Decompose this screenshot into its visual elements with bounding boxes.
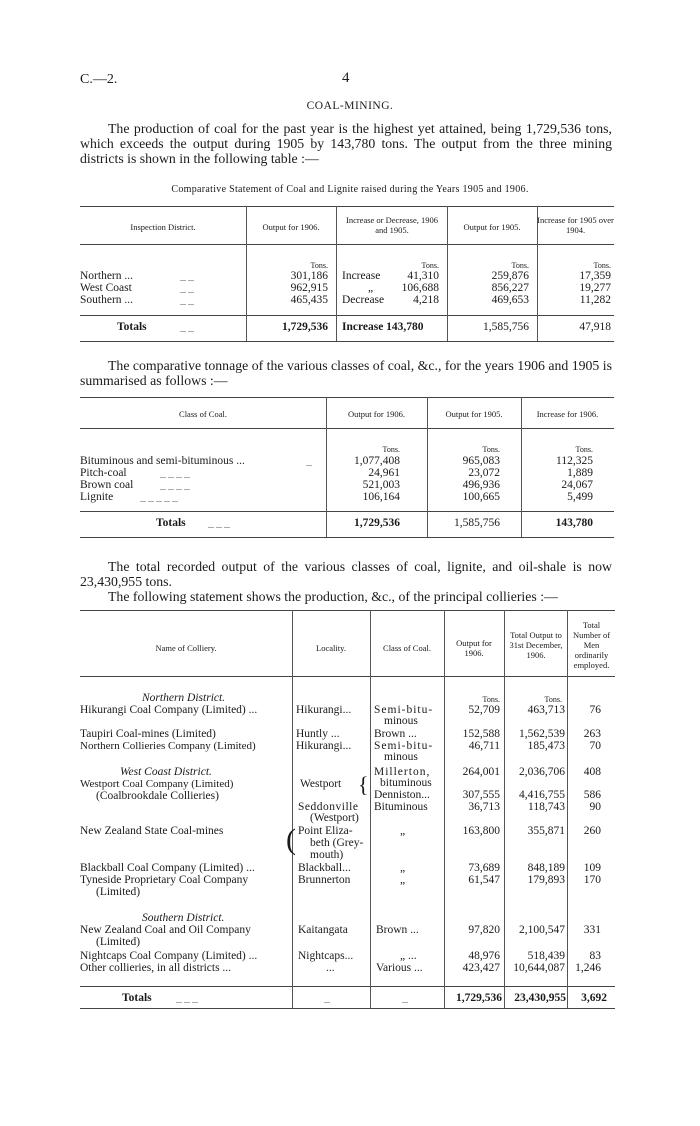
t1-header-out1905: Output for 1905. [463,222,521,232]
t3-locality: Point Eliza- [298,825,353,837]
t3-header-output: Output for 1906. [456,638,492,658]
t1-total-out1905: 1,585,756 [483,321,529,333]
t3-total-men: 3,692 [581,992,607,1004]
t3-name: Westport Coal Company (Limited) [80,778,234,790]
t2-inc: 5,499 [567,491,593,503]
t3-class-cont: minous [384,751,418,763]
t3-men: 90 [589,801,601,813]
document-reference: C.—2. [80,72,118,87]
t3-locality: Huntly ... [296,728,340,740]
t3-total-output: 10,644,087 [513,962,565,974]
t2-out1905: 965,083 [462,455,500,467]
t1-totals-label: Totals [117,321,147,333]
t1-unit: Tons. [593,261,611,270]
t3-locality-cont: mouth) [310,849,344,861]
t3-men: 76 [589,704,601,716]
northern-district-heading: Northern District. [142,692,226,704]
t3-output: 73,689 [468,862,500,874]
t2-class: Lignite [80,491,114,503]
t3-header-men: Total Number of Men ordinarily employed. [572,620,611,670]
t3-dots: ... ... ... [176,996,198,1005]
t3-class: Semi-bitu- [374,740,434,752]
t3-name: Nightcaps Coal Company (Limited) ... [80,950,258,962]
t3-unit: Tons. [544,695,562,704]
t3-men: 263 [583,728,601,740]
t3-total-output: 179,893 [527,874,565,886]
t1-unit: Tons. [310,261,328,270]
t3-name: Other collieries, in all districts ... [80,962,232,974]
t3-locality: Hikurangi... [296,704,352,716]
t1-out1906: 465,435 [290,294,328,306]
t2-out1905: 23,072 [468,467,500,479]
t1-out1906: 962,915 [290,282,328,294]
t2-inc: 1,889 [567,467,593,479]
t2-header-out1905: Output for 1905. [445,409,503,419]
t2-unit: Tons. [575,445,593,454]
t2-totals-label: Totals [156,517,186,529]
t3-output: 36,713 [468,801,500,813]
t3-name: New Zealand State Coal-mines [80,825,224,837]
t3-men: 1,246 [575,962,601,974]
t1-total-inc1905: 47,918 [579,321,611,333]
t1-out1905: 856,227 [491,282,529,294]
t1-district: Southern ... [80,294,134,306]
t1-header-out1906: Output for 1906. [262,222,320,232]
t3-total-cumulative: 23,430,955 [514,992,566,1004]
t1-dots: ... ... [180,298,194,307]
t3-locality: ... [326,962,335,974]
t3-header-class: Class of Coal. [383,643,431,653]
t3-class: Various ... [376,962,423,974]
t1-change-label: Decrease [342,294,385,306]
t2-class: Bituminous and semi-bituminous ... [80,455,245,467]
t3-men: 170 [583,874,601,886]
t3-output: 48,976 [468,950,500,962]
t3-class: Brown ... [376,924,419,936]
t3-output: 307,555 [462,789,500,801]
section-title: COAL-MINING. [306,100,394,112]
t2-out1906: 24,961 [368,467,400,479]
t1-change-label: „ [368,282,374,294]
t2-dots: ... ... ... ... [160,471,190,480]
t3-class-cont: minous [384,715,418,727]
t1-out1906: 301,186 [290,270,328,282]
t3-total-output: 2,100,547 [519,924,565,936]
t3-class: Bituminous [374,801,428,813]
t3-class: Denniston... [374,789,430,801]
t3-locality: Nightcaps... [298,950,354,962]
t3-total-output: 4,416,755 [519,789,565,801]
intro-paragraph: The production of coal for the past year is the highest yet attained, being 1,729,536 tons, which exceeds the output during 1905 by 143,780 tons. The output from the three mining districts is shown in the following table :— [80,121,612,166]
t3-name: Tyneside Proprietary Coal Company [80,874,249,886]
t3-class: „ [400,825,406,837]
southern-district-heading: Southern District. [142,912,225,924]
t3-class: Brown ... [374,728,417,740]
t1-district: Northern ... [80,270,134,282]
bracket-icon: ( [286,823,296,856]
t3-men: 83 [589,950,601,962]
t3-locality: Seddonville [298,801,359,813]
t3-locality-cont: (Westport) [310,812,359,824]
t1-dots: ... ... [180,274,194,283]
t2-dots: ... ... ... ... ... [140,495,178,504]
t3-output: 52,709 [468,704,500,716]
t2-header-out1906: Output for 1906. [348,409,405,419]
t3-men: 109 [583,862,601,874]
t3-total-locality: ... [324,996,330,1005]
t3-locality: Blackball... [298,862,351,874]
t3-name-cont: (Limited) [96,936,141,948]
t1-district: West Coast [80,282,132,294]
t1-unit: Tons. [511,261,529,270]
t3-class: „ [400,874,406,886]
t3-output: 423,427 [462,962,500,974]
t3-totals-label: Totals [122,992,152,1004]
t3-class-cont: bituminous [380,777,432,789]
t3-men: 260 [583,825,601,837]
t3-output: 163,800 [462,825,500,837]
t1-out1905: 469,653 [491,294,529,306]
t3-output: 152,588 [462,728,500,740]
t3-total-class: ... [402,996,408,1005]
t3-output: 46,711 [468,740,500,752]
paragraph-3a: The total recorded output of the various classes of coal, lignite, and oil-shale is now 23,430,955 tons. [80,559,612,589]
t3-total-output: 2,036,706 [519,766,565,778]
t3-header-name: Name of Colliery. [155,643,217,653]
t3-men: 70 [589,740,601,752]
t3-class: Semi-bitu- [374,704,434,716]
t3-total-output: 518,439 [527,950,565,962]
t1-total-out1906: 1,729,536 [282,321,328,333]
t3-name-cont: (Limited) [96,886,141,898]
t1-dots: ... ... [180,286,194,295]
t1-inc1905: 11,282 [579,294,611,306]
t1-change-label: Increase [342,270,381,282]
t3-header-locality: Locality. [316,643,346,653]
t3-men: 408 [583,766,601,778]
t2-header-class: Class of Coal. [179,409,227,419]
t2-class: Pitch-coal [80,467,127,479]
t3-output: 97,820 [468,924,500,936]
t3-name-cont: (Coalbrookdale Collieries) [96,790,219,802]
brace-icon: { [358,772,369,797]
t1-header-inc1905: Increase for 1905 over 1904. [537,215,614,235]
t3-output: 61,547 [468,874,500,886]
t1-dots: ... ... [180,325,194,334]
t3-locality: Hikurangi... [296,740,352,752]
t3-total-output: 118,743 [528,801,565,813]
t1-out1905: 259,876 [491,270,529,282]
t3-men: 586 [583,789,601,801]
t1-change: 4,218 [413,294,439,306]
t2-out1906: 1,077,408 [354,455,400,467]
t3-class: „ ... [400,950,417,962]
t3-class: „ [400,862,406,874]
t1-header-district: Inspection District. [130,222,196,232]
t2-out1906: 521,003 [362,479,400,491]
t1-unit: Tons. [421,261,439,270]
t2-header-inc: Increase for 1906. [536,409,599,419]
t2-unit: Tons. [382,445,400,454]
t3-class: Millerton, [374,766,431,778]
t2-unit: Tons. [482,445,500,454]
t3-unit: Tons. [482,695,500,704]
t2-dots: ... ... ... ... [160,483,190,492]
t3-header-total-output: Total Output to 31st December, 1906. [509,630,563,660]
t3-name: Hikurangi Coal Company (Limited) ... [80,704,258,716]
t3-total-output: 185,473 [527,740,565,752]
page-number: 4 [342,70,350,86]
paragraph-2: The comparative tonnage of the various classes of coal, &c., for the years 1906 and 1905 is summarised as follows :— [80,358,612,388]
t3-name: Taupiri Coal-mines (Limited) [80,728,216,740]
t2-inc: 24,067 [561,479,593,491]
west-coast-district-heading: West Coast District. [120,766,212,778]
t2-total-out1905: 1,585,756 [454,517,500,529]
t2-out1906: 106,164 [362,491,400,503]
t2-dots: ... [306,459,312,468]
t3-name: Blackball Coal Company (Limited) ... [80,862,255,874]
t3-total-output: 1,729,536 [456,992,502,1004]
t1-inc1905: 17,359 [579,270,611,282]
t1-total-change: Increase 143,780 [342,321,424,333]
t3-total-output: 463,713 [527,704,565,716]
t3-locality: Brunnerton [298,874,351,886]
table1-caption: Comparative Statement of Coal and Lignite raised during the Years 1905 and 1906. [171,184,529,195]
t1-header-change: Increase or Decrease, 1906 and 1905. [345,215,439,235]
t3-locality: Westport [300,778,342,790]
t3-output: 264,001 [462,766,500,778]
t2-out1905: 496,936 [462,479,500,491]
t3-total-output: 1,562,539 [519,728,565,740]
t2-class: Brown coal [80,479,134,491]
t1-change: 106,688 [401,282,439,294]
t3-men: 331 [583,924,601,936]
t3-total-output: 848,189 [527,862,565,874]
t3-name: Northern Collieries Company (Limited) [80,740,256,752]
t2-dots: ... ... ... [208,521,230,530]
t2-total-out1906: 1,729,536 [354,517,400,529]
t3-locality-cont: beth (Grey- [310,837,364,849]
t3-locality: Kaitangata [298,924,348,936]
t2-out1905: 100,665 [462,491,500,503]
t1-inc1905: 19,277 [579,282,611,294]
t3-total-output: 355,871 [527,825,565,837]
paragraph-3b: The following statement shows the production, &c., of the principal collieries :— [108,589,558,604]
t2-inc: 112,325 [556,455,593,467]
t1-change: 41,310 [407,270,439,282]
t3-name: New Zealand Coal and Oil Company [80,924,251,936]
t2-total-inc: 143,780 [555,517,593,529]
